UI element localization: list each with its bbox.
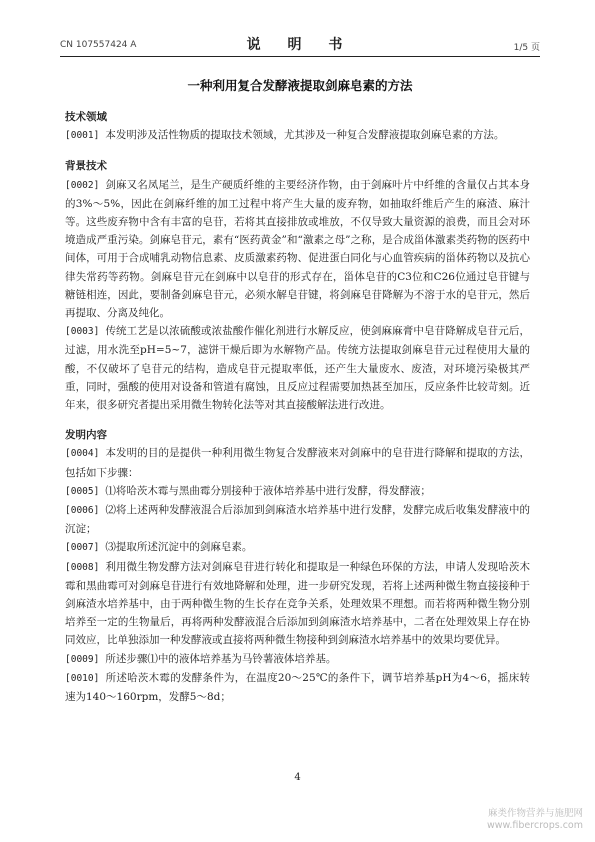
paragraph-number: [0005] [65,485,100,497]
section-heading-tech-field: 技术领域 [65,111,107,123]
paragraph-number: [0006] [65,505,100,517]
document-body [65,108,530,706]
header-divider [60,56,540,57]
paragraph-text: 所述步骤⑴中的液体培养基为马铃薯液体培养基。 [105,652,337,665]
paragraph-text: ⑵将上述两种发酵液混合后添加到剑麻渣水培养基中进行发酵，发酵完成后收集发酵液中的沉淀； [65,504,530,536]
paragraph [65,176,530,323]
paragraph [65,669,530,706]
paragraph-number: [0009] [65,653,100,665]
paragraph [65,444,530,481]
paragraph-text: 本发明涉及活性物质的提取技术领域，尤其涉及一种复合发酵液提取剑麻皂素的方法。 [105,129,505,142]
paragraph-text: 剑麻又名凤尾兰，是生产硬质纤维的主要经济作物，由于剑麻叶片中纤维的含量仅占其本身的3%～5%，因此在剑麻纤维的加工过程中将产生大量的废弃物，如抽取纤维后产生的麻渣、麻汁等。这些废弃物中含有丰富的皂苷，若将其直接排放或堆放，不仅导致大量资源的浪费，而且会对环境造成严重污染。剑麻皂苷元，素有“医药黄金”和“激素之母”之称，是合成甾体激素类药物的医药中间体，可用于合成哺乳动物信息素、皮质激素药物、促进蛋白同化与心血管疾病的甾体药物以及抗心律失常药等药物。剑麻皂苷元在剑麻中以皂苷的形式存在，甾体皂苷的C3位和C26位通过皂苷键与糖链相连，因此，要制备剑麻皂苷元，必须水解皂苷键，将剑麻皂苷降解为不溶于水的皂苷元，然后再提取、分离及纯化。 [65,178,530,320]
section-heading-background: 背景技术 [65,160,107,173]
paragraph [65,538,530,557]
paragraph-number: [0008] [65,561,100,573]
paragraph [65,650,530,669]
page-number: 4 [294,772,301,783]
paragraph [65,126,530,145]
paragraph-text: ⑴将哈茨木霉与黑曲霉分别接种于液体培养基中进行发酵，得发酵液； [105,484,431,497]
paragraph-number: [0007] [65,542,100,554]
paragraph [65,482,530,501]
page-info: 1/5 页 [513,43,540,53]
paragraph-number: [0004] [65,448,100,460]
document-title: 一种利用复合发酵液提取剑麻皂素的方法 [187,78,413,93]
watermark-site-name: 麻类作物营养与施肥网 [487,808,583,819]
paragraph-number: [0003] [65,326,100,338]
paragraph-number: [0010] [65,672,100,684]
paragraph-text: 利用微生物发酵方法对剑麻皂苷进行转化和提取是一种绿色环保的方法，申请人发现哈茨木霉和黑曲霉可对剑麻皂苷进行有效地降解和处理，进一步研究发现，若将上述两种微生物直接接种于剑麻渣水培养基中，由于两种微生物的生长存在竞争关系，处理效果不理想。而若将两种微生物分别培养至一定的生物量后，再将两种发酵液混合后添加到剑麻渣水培养基中，二者在处理效果上存在协同效应，比单独添加一种发酵液或直接将两种微生物接种到剑麻渣水培养基中的效果均要优异。 [65,560,530,647]
paragraph-number: [0001] [65,130,100,142]
paragraph [65,558,530,650]
paragraph-text: 本发明的目的是提供一种利用微生物复合发酵液来对剑麻中的皂苷进行降解和提取的方法，包括如下步骤： [65,447,530,479]
paragraph [65,322,530,414]
watermark [487,808,583,832]
document-type: 说 明 书 [246,37,354,53]
paragraph-text: ⑶提取所述沉淀中的剑麻皂素。 [105,541,253,554]
paragraph-text: 传统工艺是以浓硫酸或浓盐酸作催化剂进行水解反应，使剑麻麻膏中皂苷降解成皂苷元后，过滤，用水洗至pH=5~7，滤饼干燥后即为水解物产品。传统方法提取剑麻皂苷元过程使用大量的酸，不仅破坏了皂苷元的结构，造成皂苷元提取率低，还产生大量废水、废渣，对环境污染极其严重，同时，强酸的使用对设备和管道有腐蚀，且反应过程需要加热甚至加压，反应条件比较苛刻。近年来，很多研究者提出采用微生物转化法等对其直接酸解法进行改进。 [65,325,530,412]
watermark-url: www.fibercrops.com [486,820,583,831]
section-heading-invention: 发明内容 [65,429,107,442]
patent-number: CN 107557424 A [60,40,137,50]
paragraph-number: [0002] [65,179,100,191]
paragraph [65,501,530,538]
paragraph-text: 所述哈茨木霉的发酵条件为，在温度20～25℃的条件下，调节培养基pH为4～6，摇床转速为140～160rpm，发酵5～8d； [65,671,530,704]
page-header [60,34,540,53]
